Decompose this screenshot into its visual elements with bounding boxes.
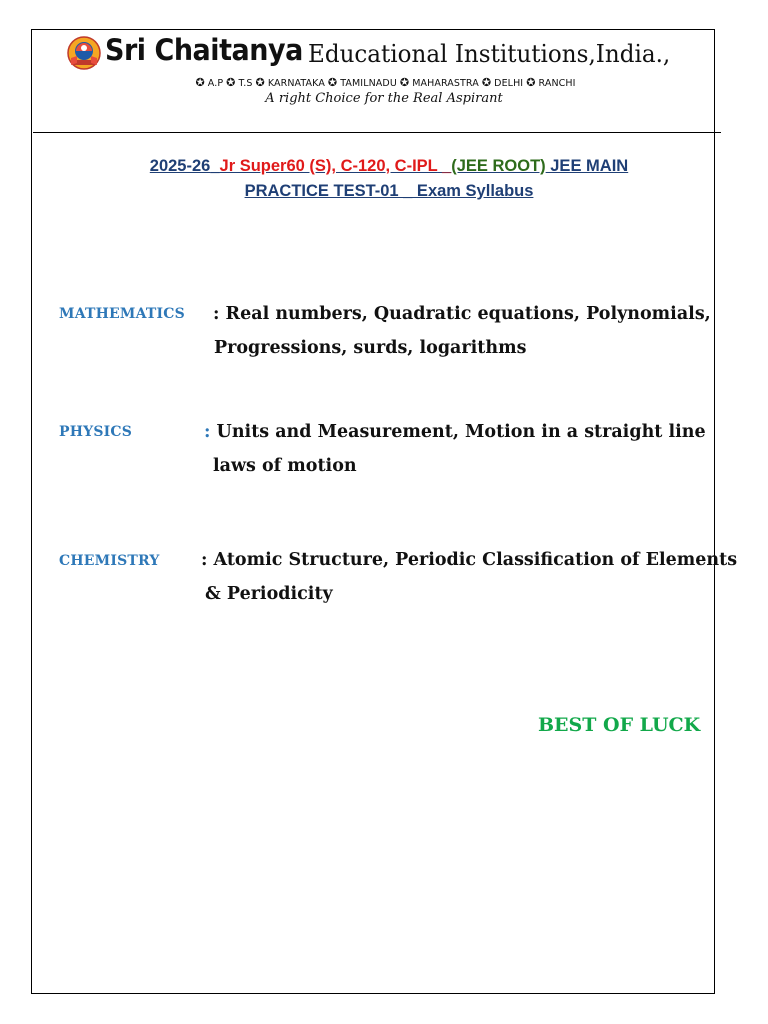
title-separator: _ [210, 157, 220, 175]
star-bullet-icon: ✪ [399, 76, 410, 89]
topics-line: Units and Measurement, Motion in a straight line [210, 422, 706, 442]
title-separator-2: _ [437, 157, 452, 175]
subject-physics: PHYSICS [59, 424, 133, 440]
letterhead [0, 0, 768, 140]
title-batch: Jr Super60 (S), C-120, C-IPL [219, 157, 438, 175]
state-name: A.P [207, 78, 224, 89]
topics-colon: : [201, 550, 208, 570]
star-bullet-icon: ✪ [255, 76, 265, 89]
topics-line: laws of motion [213, 456, 357, 476]
star-bullet-icon: ✪ [195, 76, 205, 89]
state-name: RANCHI [538, 78, 576, 89]
topics-line: & Periodicity [205, 584, 333, 604]
state-list [0, 76, 768, 89]
star-bullet-icon: ✪ [481, 76, 492, 89]
state-name: T.S [238, 78, 253, 89]
state-name: MAHARASTRA [412, 78, 479, 89]
brand-name-rest: Educational Institutions,India., [308, 40, 671, 68]
topics-colon: : [213, 304, 220, 324]
subject-chemistry: CHEMISTRY [59, 553, 160, 569]
title-line-1 [0, 154, 768, 179]
topics-colon: : [204, 422, 211, 442]
state-name: DELHI [494, 78, 524, 89]
title-exam: JEE MAIN [545, 157, 629, 175]
subject-mathematics: MATHEMATICS [59, 306, 185, 322]
header-divider [33, 132, 721, 133]
topics-line: Atomic Structure, Periodic Classification of Elements [207, 550, 738, 570]
state-name: KARNATAKA [267, 78, 325, 89]
topics-line: Progressions, surds, logarithms [214, 338, 527, 358]
title-year: 2025-26 [149, 157, 211, 175]
topics-line: Real numbers, Quadratic equations, Polynomials, [219, 304, 711, 324]
closing-message: BEST OF LUCK [538, 714, 701, 736]
star-bullet-icon: ✪ [327, 76, 338, 89]
title-root: (JEE ROOT) [451, 157, 546, 175]
title-test: PRACTICE TEST-01 _ Exam Syllabus [244, 182, 534, 200]
tagline: A right Choice for the Real Aspirant [265, 91, 503, 106]
title-line-2 [0, 179, 768, 204]
state-name: TAMILNADU [340, 78, 397, 89]
document-title [0, 154, 768, 204]
topics-physics [204, 415, 706, 483]
brand-name-bold: Sri Chaitanya [105, 33, 303, 67]
topics-mathematics [213, 297, 711, 365]
institution-name [105, 33, 671, 68]
star-bullet-icon: ✪ [526, 76, 536, 89]
star-bullet-icon: ✪ [226, 76, 236, 89]
topics-chemistry [201, 543, 737, 611]
institution-logo-icon [67, 36, 101, 70]
